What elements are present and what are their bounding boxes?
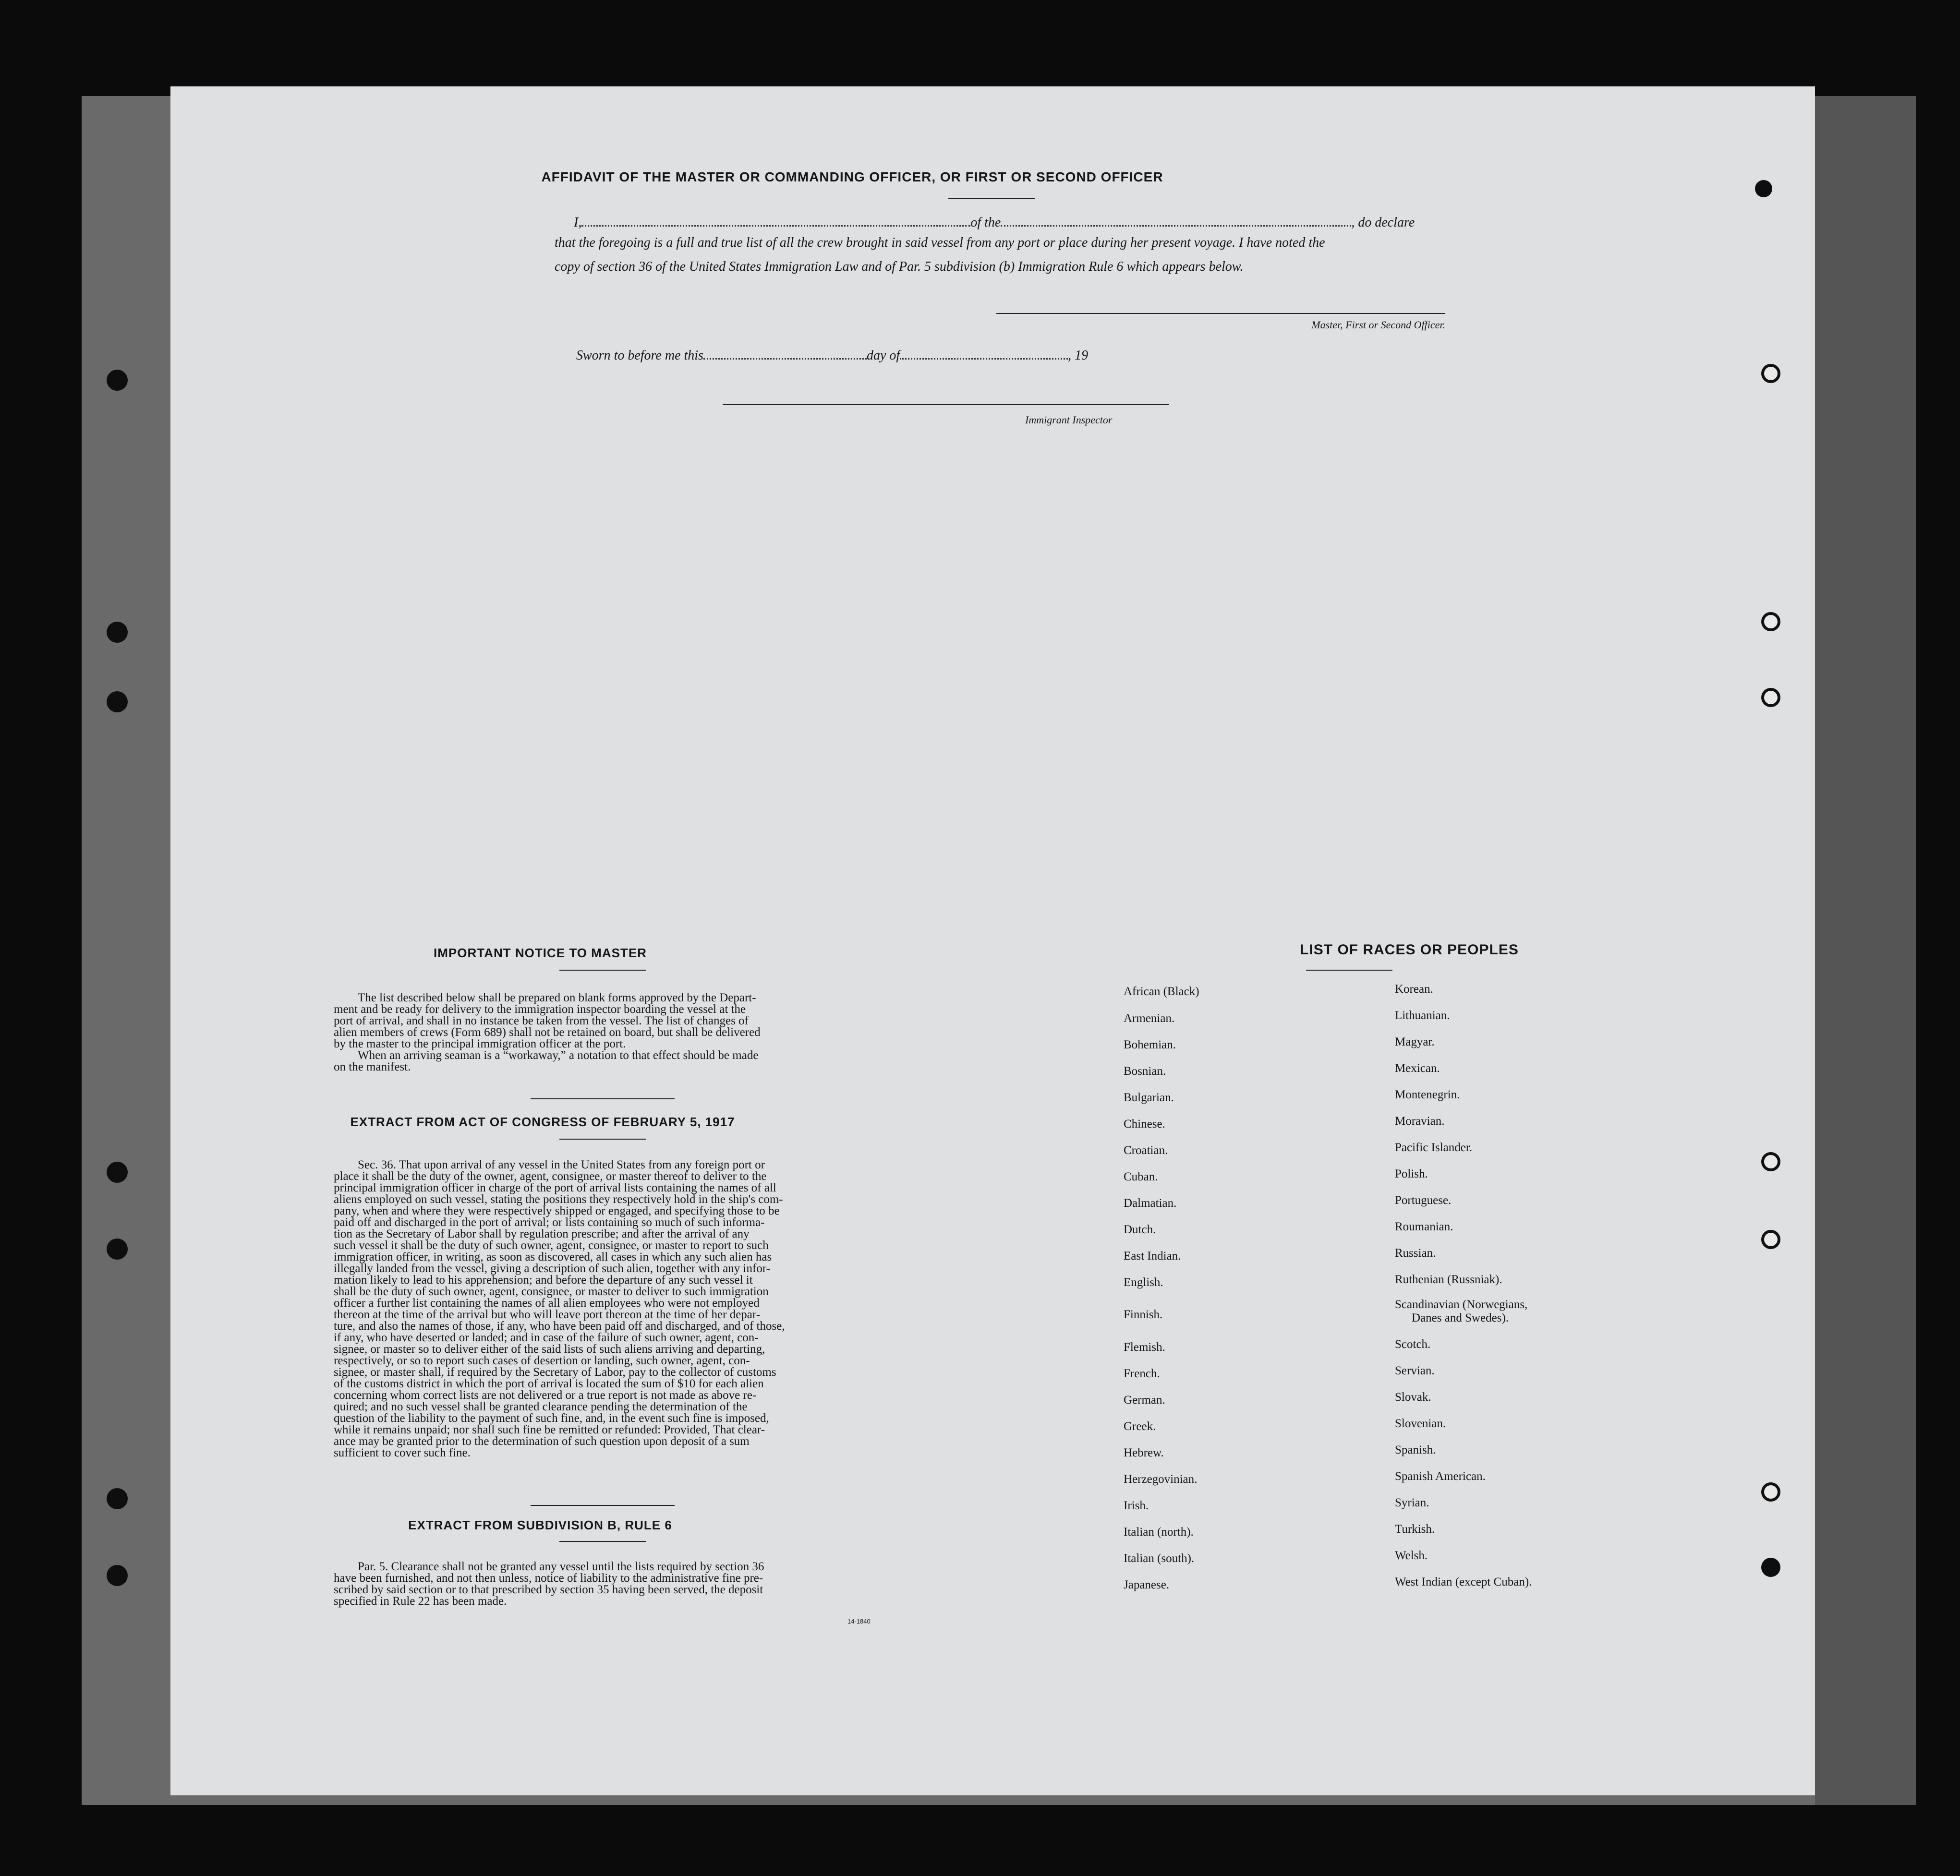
punch-hole [1761,364,1780,383]
race-left: Bohemian. [1124,1038,1176,1051]
act-line: shall be the duty of such owner, agent, consignee, or master to deliver to such immigration [334,1285,769,1298]
act-line: pany, when and where they were respectively shipped or engaged, and specifying those to be [334,1204,780,1217]
race-right: Russian. [1395,1247,1436,1260]
punch-hole [107,691,128,712]
notice-line: ment and be ready for delivery to the immigration inspector boarding the vessel at the [334,1003,746,1016]
race-left: Chinese. [1124,1118,1165,1130]
race-left: African (Black) [1124,985,1199,998]
rule-line: scribed by said section or to that prescribed by section 35 having been served, the deposit [334,1583,763,1596]
rule-line: specified in Rule 22 has been made. [334,1595,507,1608]
signature-caption: Master, First or Second Officer. [1311,319,1445,331]
race-left: German. [1124,1394,1165,1407]
race-right: Slovenian. [1395,1417,1446,1430]
race-left: Bosnian. [1124,1065,1166,1078]
act-line: mation likely to lead to his apprehension; and before the departure of any such vessel it [334,1274,753,1287]
form-number: 14-1840 [847,1618,871,1625]
punch-hole [1761,1558,1780,1577]
punch-hole [107,1239,128,1260]
race-left: Cuban. [1124,1170,1158,1183]
act-text [334,1159,886,1459]
act-line: thereon at the time of the arrival but who will leave port thereon at the time of her depar- [334,1308,761,1321]
race-left: Flemish. [1124,1341,1165,1354]
race-right: Servian. [1395,1364,1435,1377]
inspector-caption: Immigrant Inspector [1025,414,1113,426]
act-line: Sec. 36. That upon arrival of any vessel in the United States from any foreign port or [358,1158,765,1171]
act-line: respectively, or so to report such cases of desertion or landing, such owner, agent, con- [334,1354,750,1367]
act-line: sufficient to cover such fine. [334,1446,471,1459]
year-label: , 19 [1068,348,1089,363]
race-right: West Indian (except Cuban). [1395,1575,1532,1588]
race-right: Ruthenian (Russniak). [1395,1273,1502,1286]
act-line: signee, or master so to deliver either of the said lists of such aliens arriving and departing, [334,1343,765,1356]
races-title: LIST OF RACES OR PEOPLES [1300,942,1519,958]
notice-text [334,992,886,1073]
act-line: tion as the Secretary of Labor shall by regulation prescribe; and after the arrival of any [334,1227,750,1240]
race-right: Scotch. [1395,1338,1431,1351]
act-line: if any, who have deserted or landed; and in case of the failure of such owner, agent, con- [334,1331,759,1344]
rule-rule [559,1541,646,1542]
act-line: of the customs district in which the port of arrival is located the sum of $10 for each alien [334,1377,764,1390]
races-rule [1306,970,1392,971]
act-line: concerning whom correct lists are not delivered or a true report is not made as above re- [334,1389,757,1402]
punch-hole [1755,180,1772,197]
title-rule [948,198,1035,199]
race-left: Croatian. [1124,1144,1168,1157]
punch-hole [107,622,128,643]
race-right: Portuguese. [1395,1194,1452,1207]
act-line: principal immigration officer in charge of the port of arrival lists containing the names of all [334,1181,776,1194]
race-left: Dutch. [1124,1223,1156,1236]
race-right: Pacific Islander. [1395,1141,1473,1154]
race-right: Slovak. [1395,1391,1431,1404]
month-blank [900,358,1068,360]
race-left: Greek. [1124,1420,1156,1433]
act-line: ture, and also the names of those, if any, who have been paid off and discharged, and of those, [334,1320,785,1333]
race-right: Spanish. [1395,1443,1436,1456]
notice-rule [559,970,646,971]
notice-line: The list described below shall be prepared on blank forms approved by the Depart- [358,991,756,1004]
affidavit-line-1 [574,215,1616,230]
of-the-label: of the [970,215,1001,230]
race-left: Herzegovinian. [1124,1473,1198,1486]
race-left: Dalmatian. [1124,1197,1177,1210]
act-line: ance may be granted prior to the determination of such question upon deposit of a sum [334,1435,750,1448]
punch-hole [107,1162,128,1183]
act-title: EXTRACT FROM ACT OF CONGRESS OF FEBRUARY 5, 1917 [350,1115,735,1129]
do-declare-label: , do declare [1351,215,1415,230]
notice-line: alien members of crews (Form 689) shall not be retained on board, but shall be delivered [334,1026,761,1039]
act-line: signee, or master shall, if required by the Secretary of Labor, pay to the collector of customs [334,1366,776,1379]
signature-line [996,313,1445,314]
race-right: Polish. [1395,1167,1428,1180]
notice-line: port of arrival, and shall in no instance be taken from the vessel. The list of changes of [334,1014,749,1027]
section-rule [531,1098,675,1099]
act-line: illegally landed from the vessel, giving a description of such alien, together with any infor- [334,1262,770,1275]
race-left: French. [1124,1367,1160,1380]
race-right: Welsh. [1395,1549,1428,1562]
race-right: Spanish American. [1395,1470,1486,1483]
race-left: Armenian. [1124,1012,1175,1025]
affidavit-title: AFFIDAVIT OF THE MASTER OR COMMANDING OFFICER, OR FIRST OR SECOND OFFICER [541,169,1163,184]
race-right: Korean. [1395,983,1433,996]
notice-line: on the manifest. [334,1060,411,1073]
race-left: English. [1124,1276,1163,1289]
race-right: Moravian. [1395,1115,1445,1128]
rule-line: have been furnished, and not then unless, notice of liability to the administrative fine pre- [334,1572,763,1585]
race-right: Syrian. [1395,1496,1429,1509]
race-right: Roumanian. [1395,1220,1453,1233]
race-left: Italian (south). [1124,1552,1195,1565]
race-right: Scandinavian (Norwegians, [1395,1298,1528,1311]
race-left: Hebrew. [1124,1446,1164,1459]
act-line: aliens employed on such vessel, stating the positions they respectively hold in the ship's com- [334,1193,783,1206]
affidavit-line-2: that the foregoing is a full and true list of all the crew brought in said vessel from any port or place during her present voyage. I have noted the [555,235,1325,250]
act-line: place it shall be the duty of the owner, agent, consignee, or master thereof to deliver to the [334,1170,767,1183]
race-right: Mexican. [1395,1062,1440,1075]
section-rule [531,1505,675,1506]
race-left: Irish. [1124,1499,1149,1512]
affidavit-line-3: copy of section 36 of the United States Immigration Law and of Par. 5 subdivision (b) Immigration Rule 6 which appears below. [555,259,1244,274]
punch-hole [1761,688,1780,707]
right-edge-strip [1815,96,1916,1805]
act-line: officer a further list containing the names of all alien employees who were not employed [334,1297,760,1310]
punch-hole [1761,1482,1780,1502]
race-right: Turkish. [1395,1523,1435,1536]
race-left: Finnish. [1124,1308,1163,1321]
notice-title: IMPORTANT NOTICE TO MASTER [434,946,647,960]
vessel-blank [1001,225,1351,227]
race-right-continued: Danes and Swedes). [1412,1311,1509,1324]
act-line: quired; and no such vessel shall be granted clearance pending the determination of the [334,1400,748,1413]
punch-hole [107,1565,128,1586]
punch-hole [107,1488,128,1509]
act-line: while it remains unpaid; nor shall such fine be remitted or refunded: Provided, That clear- [334,1423,765,1436]
document-page [170,86,1815,1795]
sworn-line [576,348,1088,363]
rule-title: EXTRACT FROM SUBDIVISION B, RULE 6 [408,1518,672,1532]
act-line: paid off and discharged in the port of arrival; or lists containing so much of such informa- [334,1216,765,1229]
race-left: Bulgarian. [1124,1091,1174,1104]
race-right: Lithuanian. [1395,1009,1450,1022]
rule-line: Par. 5. Clearance shall not be granted any vessel until the lists required by section 36 [358,1560,764,1573]
notice-line: When an arriving seaman is a “workaway,” a notation to that effect should be made [358,1049,759,1062]
punch-hole [107,370,128,391]
punch-hole [1761,1152,1780,1171]
inspector-signature-line [723,404,1169,405]
race-left: Italian (north). [1124,1526,1194,1539]
day-blank [703,358,867,360]
i-label: I, [574,215,582,230]
act-rule [559,1139,646,1140]
punch-hole [1761,612,1780,631]
name-blank [581,225,970,227]
sworn-label: Sworn to before me this [576,348,703,363]
race-left: Japanese. [1124,1578,1170,1591]
punch-hole [1761,1230,1780,1249]
act-line: immigration officer, in writing, as soon as discovered, all cases in which any such alien has [334,1251,772,1263]
rule-text [334,1561,886,1607]
race-left: East Indian. [1124,1250,1181,1263]
notice-line: by the master to the principal immigration officer at the port. [334,1037,626,1050]
race-right: Magyar. [1395,1035,1435,1048]
act-line: such vessel it shall be the duty of such owner, agent, consignee, or master to report to such [334,1239,769,1252]
act-line: question of the liability to the payment of such fine, and, in the event such fine is imposed, [334,1412,769,1425]
race-right: Montenegrin. [1395,1088,1460,1101]
day-of-label: day of [866,348,900,363]
